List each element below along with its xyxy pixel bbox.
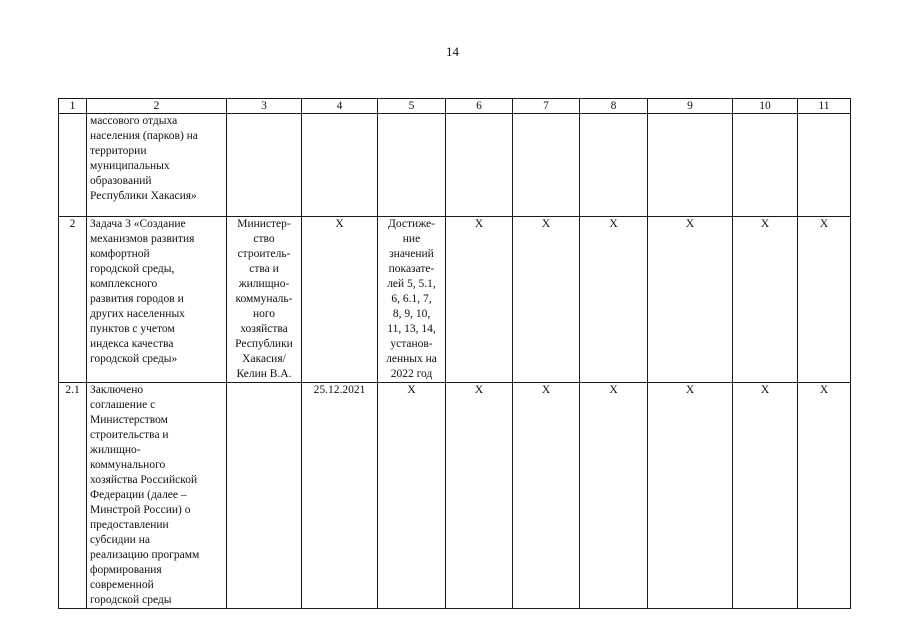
col8-value: Х [609,384,618,396]
col9-cell [648,217,733,383]
result: Достиже- ние значений показате- лей 5, 5.1, 6, 6.1, 7, 8, 9, 10, 11, 13, 14, установ- ленных на 2022 год [386,218,437,380]
plan-table [58,98,851,609]
col11-value: Х [819,384,829,396]
column-header-5: 5 [378,99,446,114]
page-number: 14 [446,44,459,59]
table-row [59,114,851,217]
col9-cell [648,114,733,217]
measure-name-cell [87,114,227,217]
col7-cell [513,383,580,609]
date: 25.12.2021 [313,384,366,396]
table-row [59,383,851,609]
column-header-4: 4 [302,99,378,114]
col10-value: Х [760,384,770,396]
column-header-10: 10 [733,99,798,114]
col6-value: Х [474,384,484,396]
col10-cell [733,114,798,217]
col8-cell [580,217,648,383]
measure-name: массового отдыха населения (парков) на территории муниципальных образований Республики Хакасия» [90,115,198,202]
date-cell [302,217,378,383]
header-row [59,99,851,114]
result-cell [378,114,446,217]
col6-value: Х [474,218,484,230]
col10-value: Х [760,218,770,230]
measure-name: Задача 3 «Создание механизмов развития комфортной городской среды, комплексного развития городов и других населенных пунктов с учетом индекса качества городской среды» [90,218,195,365]
row-number: 2.1 [65,384,80,396]
date: Х [335,218,344,230]
executor-cell [227,217,302,383]
result-cell [378,217,446,383]
col11-cell [798,114,851,217]
col8-value: Х [609,218,618,230]
col7-value: Х [541,384,551,396]
result: Х [407,384,416,396]
column-header-8: 8 [580,99,648,114]
measure-name-cell [87,383,227,609]
col7-value: Х [541,218,551,230]
col6-cell [446,383,513,609]
column-header-3: 3 [227,99,302,114]
column-header-7: 7 [513,99,580,114]
col8-cell [580,383,648,609]
col7-cell [513,217,580,383]
row-number-cell [59,383,87,609]
executor: Министер- ство строитель- ства и жилищно- коммуналь- ного хозяйства Республики Хакасия/ Келин В.А. [235,218,293,380]
col6-cell [446,217,513,383]
column-header-9: 9 [648,99,733,114]
measure-name-cell [87,217,227,383]
col10-cell [733,217,798,383]
col11-value: Х [819,218,829,230]
column-header-11: 11 [798,99,851,114]
result-cell [378,383,446,609]
col11-cell [798,383,851,609]
executor-cell [227,114,302,217]
col10-cell [733,383,798,609]
col9-cell [648,383,733,609]
executor-cell [227,383,302,609]
date-cell [302,114,378,217]
row-number: 2 [69,218,76,230]
col7-cell [513,114,580,217]
column-header-6: 6 [446,99,513,114]
col11-cell [798,217,851,383]
col9-value: Х [685,384,695,396]
row-number-cell [59,217,87,383]
col6-cell [446,114,513,217]
col9-value: Х [685,218,695,230]
measure-name: Заключено соглашение с Министерством строительства и жилищно- коммунального хозяйства Российской Федерации (далее – Минстрой России) о предоставлении субсидии на реализацию программ формирования современной городской среды [90,384,200,606]
table-row [59,217,851,383]
date-cell [302,383,378,609]
col8-cell [580,114,648,217]
row-number-cell [59,114,87,217]
column-header-1: 1 [59,99,87,114]
column-header-2: 2 [87,99,227,114]
